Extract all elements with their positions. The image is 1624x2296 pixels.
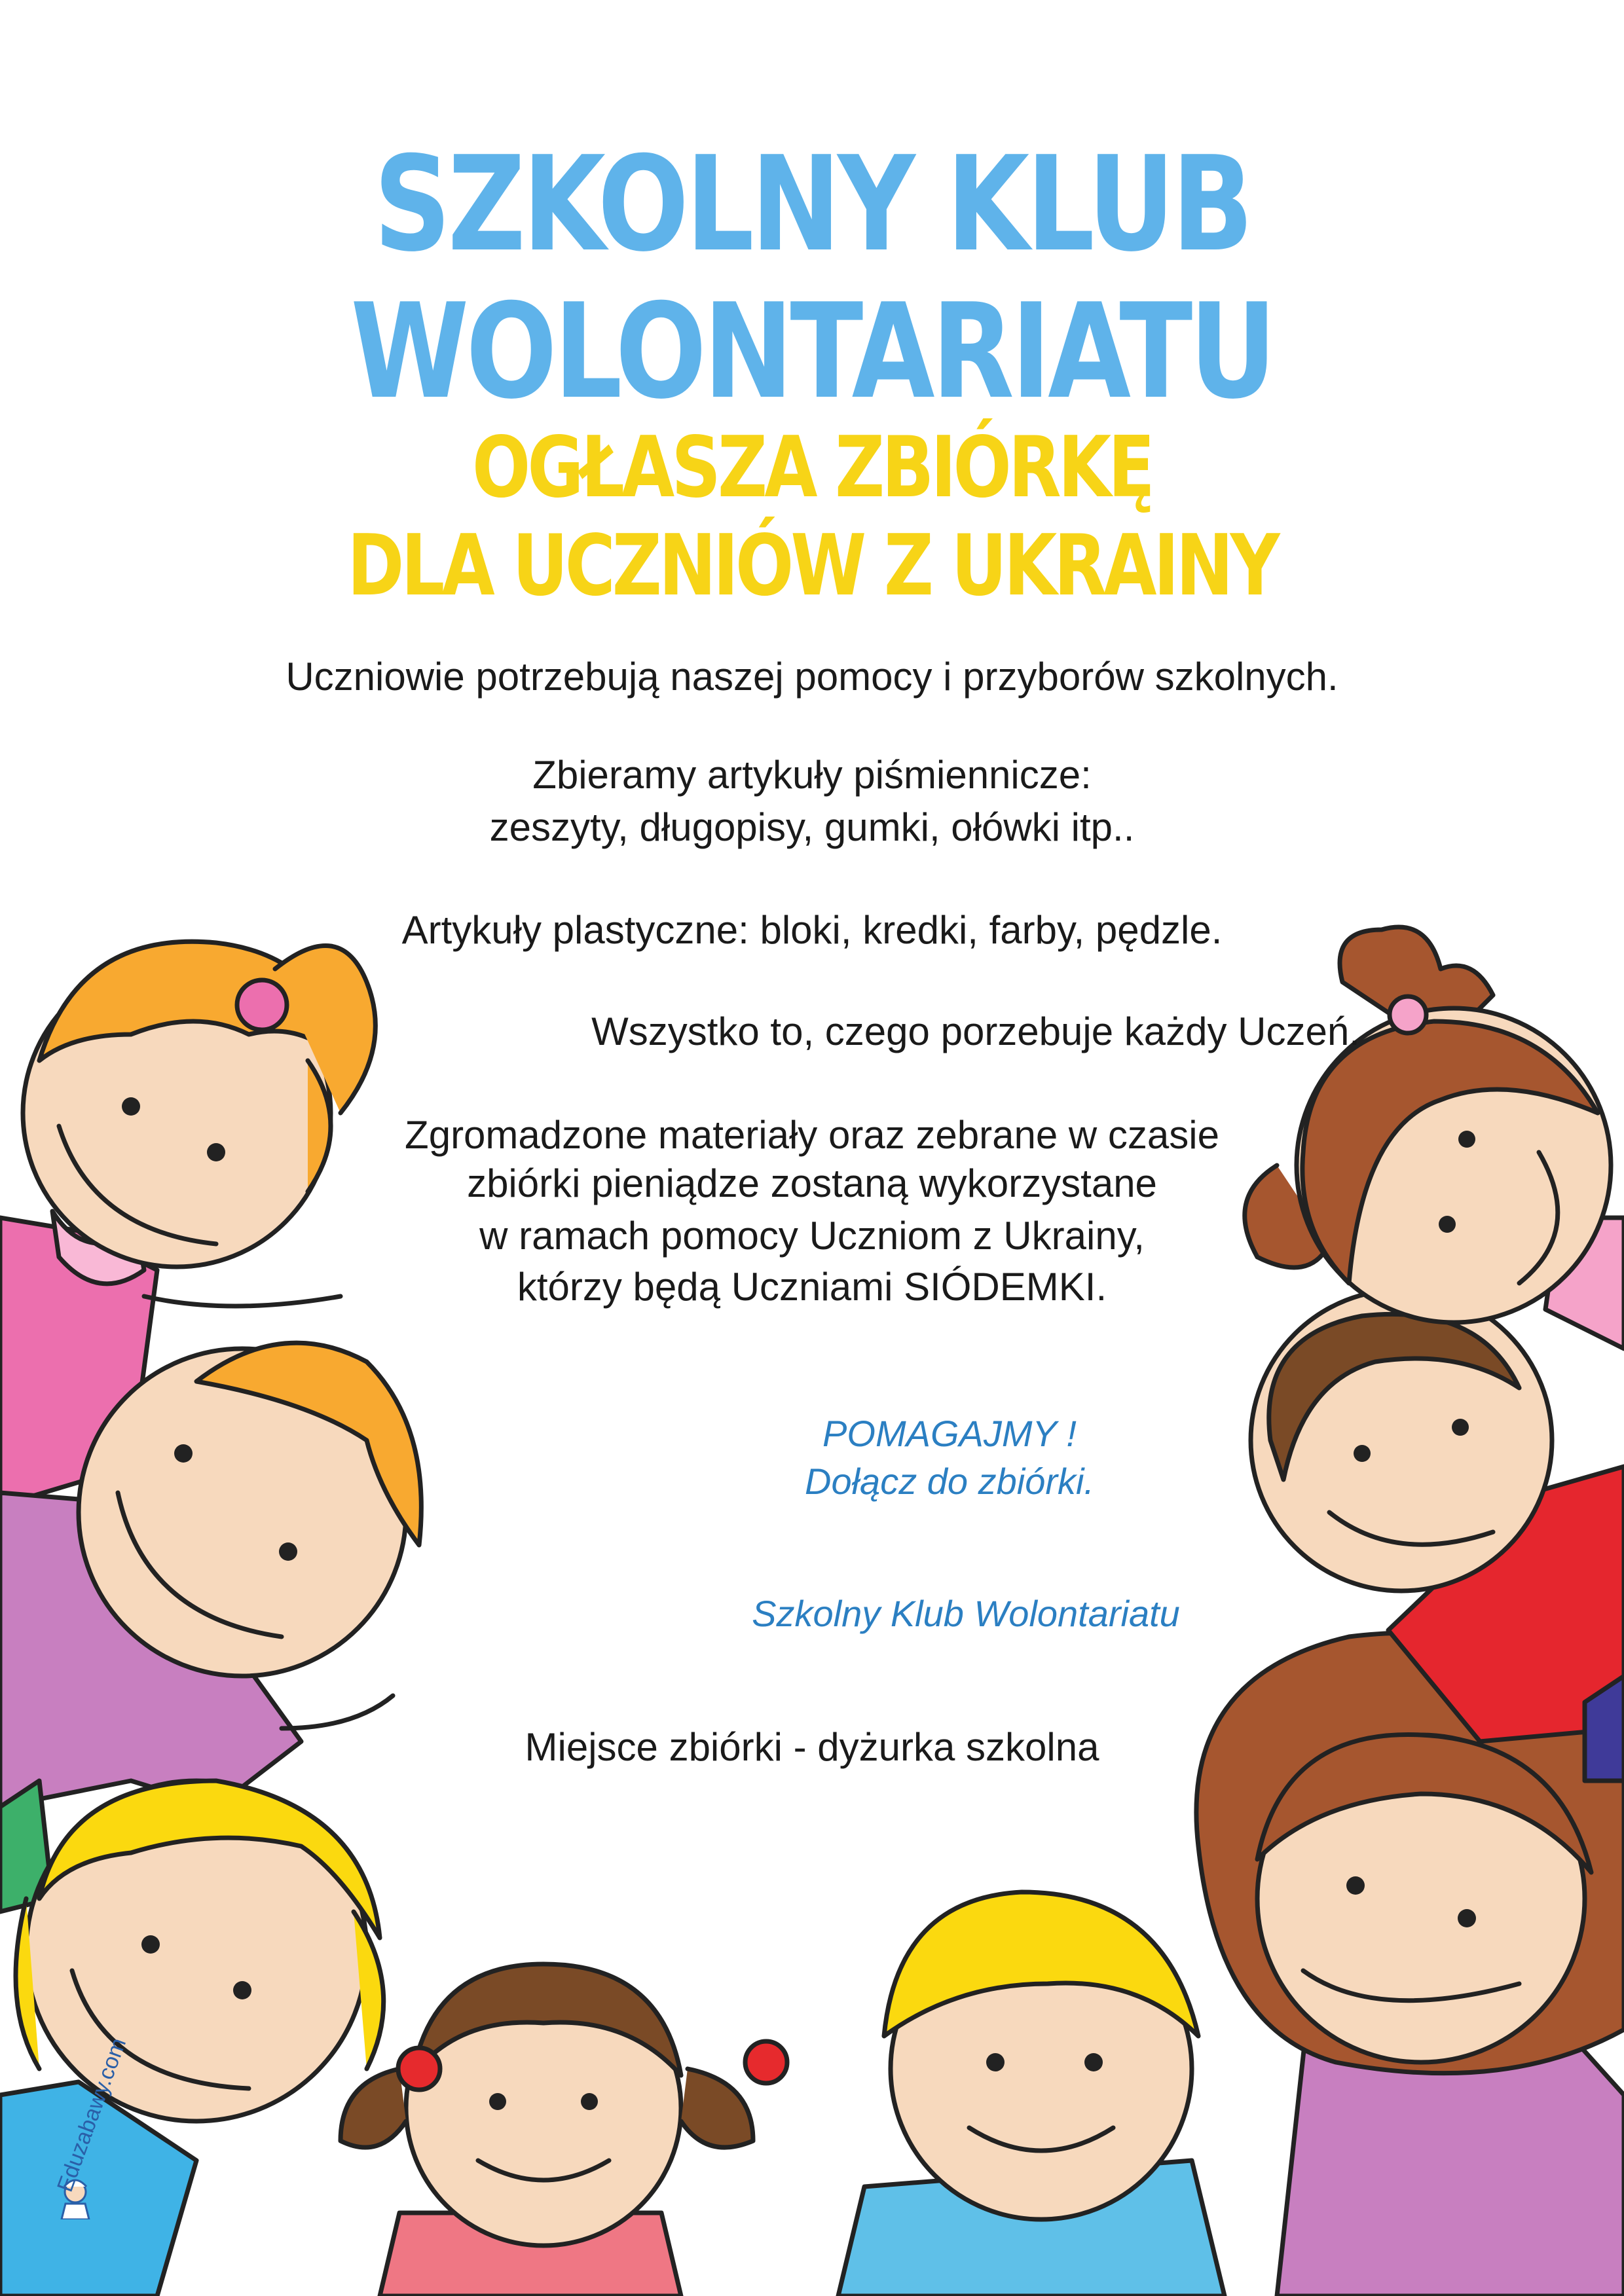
use-line-2: zbiórki pieniądze zostaną wykorzystane [467,1161,1157,1205]
watermark [39,2034,132,2278]
use-line-1: Zgromadzone materiały oraz zebrane w czasie [405,1113,1219,1157]
subtitle-line-1: OGŁASZA ZBIÓRKĘ [472,419,1152,517]
writing-supplies-line-2: zeszyty, długopisy, gumki, ołówki itp.. [489,805,1135,849]
writing-supplies-line-1: Zbieramy artykuły piśmiennicze: [532,753,1092,797]
cta-line-1: POMAGAJMY ! [822,1413,1077,1454]
subtitle [146,419,1478,615]
girl-red-bow-left [398,2048,440,2090]
title-line-1: SZKOLNY KLUB [373,128,1251,281]
cta-line-2: Dołącz do zbiórki. [805,1461,1094,1502]
art-supplies-text: Artykuły plastyczne: bloki, kredki, farby, pędzle. [401,908,1223,952]
page-title [146,128,1478,428]
watermark-text: Eduzabawy.com [52,2034,132,2195]
location-text: Miejsce zbiórki - dyżurka szkolna [525,1725,1099,1769]
signature: Szkolny Klub Wolontariatu [752,1593,1180,1634]
use-line-4: którzy będą Uczniami SIÓDEMKI. [517,1265,1107,1309]
subtitle-line-2: DLA UCZNIÓW Z UKRAINY [347,517,1277,615]
use-line-3: w ramach pomocy Uczniom z Ukrainy, [479,1214,1145,1258]
intro-text: Uczniowie potrzebują naszej pomocy i przyborów szkolnych. [286,655,1338,699]
title-line-2: WOLONTARIATU [350,276,1274,428]
girl-red-bow-right [745,2041,787,2083]
everything-text: Wszystko to, czego porzebuje każdy Uczeń. [591,1010,1360,1053]
